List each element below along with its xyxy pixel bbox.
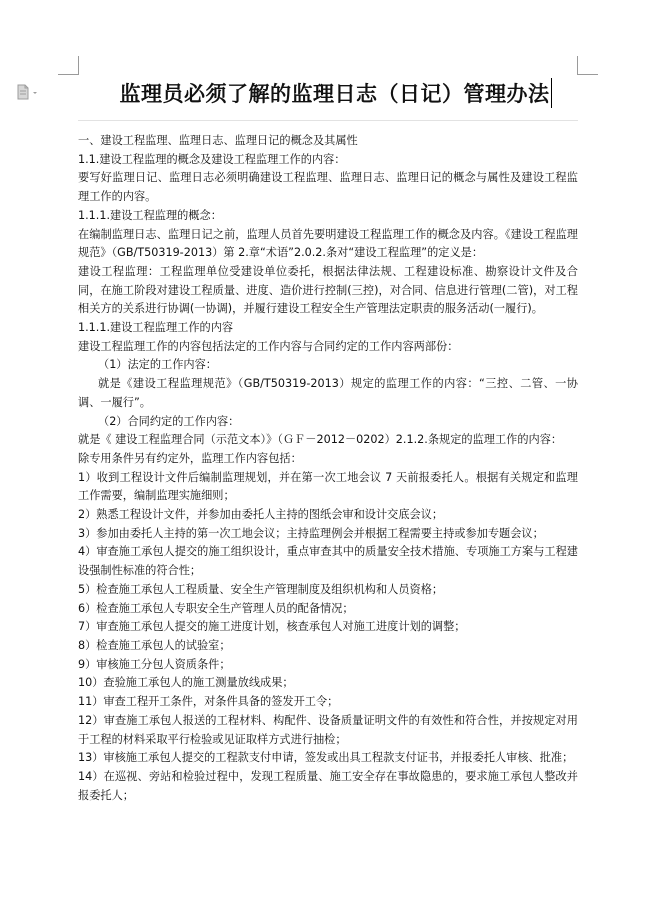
text-cursor	[551, 78, 552, 108]
heading-1: 一、建设工程监理、监理日志、监理日记的概念及其属性	[78, 134, 358, 147]
heading-1-1-1-content: 1.1.1.建设工程监理工作的内容	[78, 321, 234, 335]
paragraph: 就是《 建设工程监理合同（示范文本）》（ＧＦ－2012－0202）2.1.2.条规定的监理工作的内容：	[78, 433, 563, 447]
crop-mark-top-right	[577, 56, 598, 75]
paragraph: 除专用条件另有约定外，监理工作内容包括：	[78, 451, 302, 465]
paragraph: 建设工程监理工作的内容包括法定的工作内容与合同约定的工作内容两部份：	[78, 339, 459, 353]
crop-mark-top-left	[58, 56, 79, 75]
list-item: 4）审查施工承包人提交的施工组织设计，重点审查其中的质量安全技术措施、专项施工方案与工程建设强制性标准的符合性；	[78, 545, 578, 578]
list-item: 8）检查施工承包人的试验室；	[78, 638, 231, 652]
list-item: 14）在巡视、旁站和检验过程中，发现工程质量、施工安全存在事故隐患的，要求施工承包人整改并报委托人；	[78, 769, 578, 802]
list-item: 2）熟悉工程设计文件，并参加由委托人主持的图纸会审和设计交底会议；	[78, 508, 444, 522]
list-label: （2）合同约定的工作内容：	[98, 414, 240, 428]
list-item: 1）收到工程设计文件后编制监理规划，并在第一次工地会议 7 天前报委托人。根据有关规定和监理工作需要，编制监理实施细则；	[78, 470, 578, 503]
page-title[interactable]	[0, 78, 671, 108]
list-item: 6）检查施工承包人专职安全生产管理人员的配备情况；	[78, 601, 354, 615]
heading-1-1-1: 1.1.1.建设工程监理的概念：	[78, 208, 222, 222]
paragraph: 要写好监理日记、监理日志必须明确建设工程监理、监理日志、监理日记的概念与属性及建设工程监理工作的内容。	[78, 171, 578, 204]
list-item: 10）查验施工承包人的施工测量放线成果；	[78, 676, 294, 690]
list-item: 12）审查施工承包人报送的工程材料、构配件、设备质量证明文件的有效性和符合性，并按规定对用于工程的材料采取平行检验或见证取样方式进行抽检；	[78, 713, 578, 746]
list-item: 13）审核施工承包人提交的工程款支付申请，签发或出具工程款支付证书，并报委托人审核、批准；	[78, 751, 574, 765]
paragraph: 在编制监理日志、监理日记之前，监理人员首先要明建设工程监理工作的概念及内容。《建设工程监理规范》（GB/T50319-2013）第 2.章“术语”2.0.2.条对“建设工程监理”的定义是：	[78, 227, 578, 260]
document-body[interactable]	[78, 132, 578, 805]
list-item: 9）审核施工分包人资质条件；	[78, 657, 231, 671]
title-divider	[78, 120, 578, 121]
list-item: 7）审查施工承包人提交的施工进度计划，核查承包人对施工进度计划的调整；	[78, 620, 466, 634]
list-label: （1）法定的工作内容：	[98, 358, 217, 372]
paragraph: 建设工程监理：工程监理单位受建设单位委托，根据法律法规、工程建设标准、勘察设计文件及合同，在施工阶段对建设工程质量、进度、造价进行控制(三控)，对合同、信息进行管理(二管)，对工程相关方的关系进行协调(一协调)，并履行建设工程安全生产管理法定职责的服务活动(一履行)。	[78, 264, 578, 316]
heading-1-1: 1.1.建设工程监理的概念及建设工程监理工作的内容：	[78, 152, 346, 166]
list-item: 3）参加由委托人主持的第一次工地会议；主持监理例会并根据工程需要主持或参加专题会议；	[78, 526, 544, 540]
list-item: 5）检查施工承包人工程质量、安全生产管理制度及组织机构和人员资格；	[78, 582, 444, 596]
list-item: 11）审查工程开工条件，对条件具备的签发开工令；	[78, 695, 339, 709]
paragraph: 就是《建设工程监理规范》（GB/T50319-2013）规定的监理工作的内容：“三控、二管、一协调、一履行”。	[78, 377, 578, 409]
title-text: 监理员必须了解的监理日志（日记）管理办法	[119, 81, 550, 106]
